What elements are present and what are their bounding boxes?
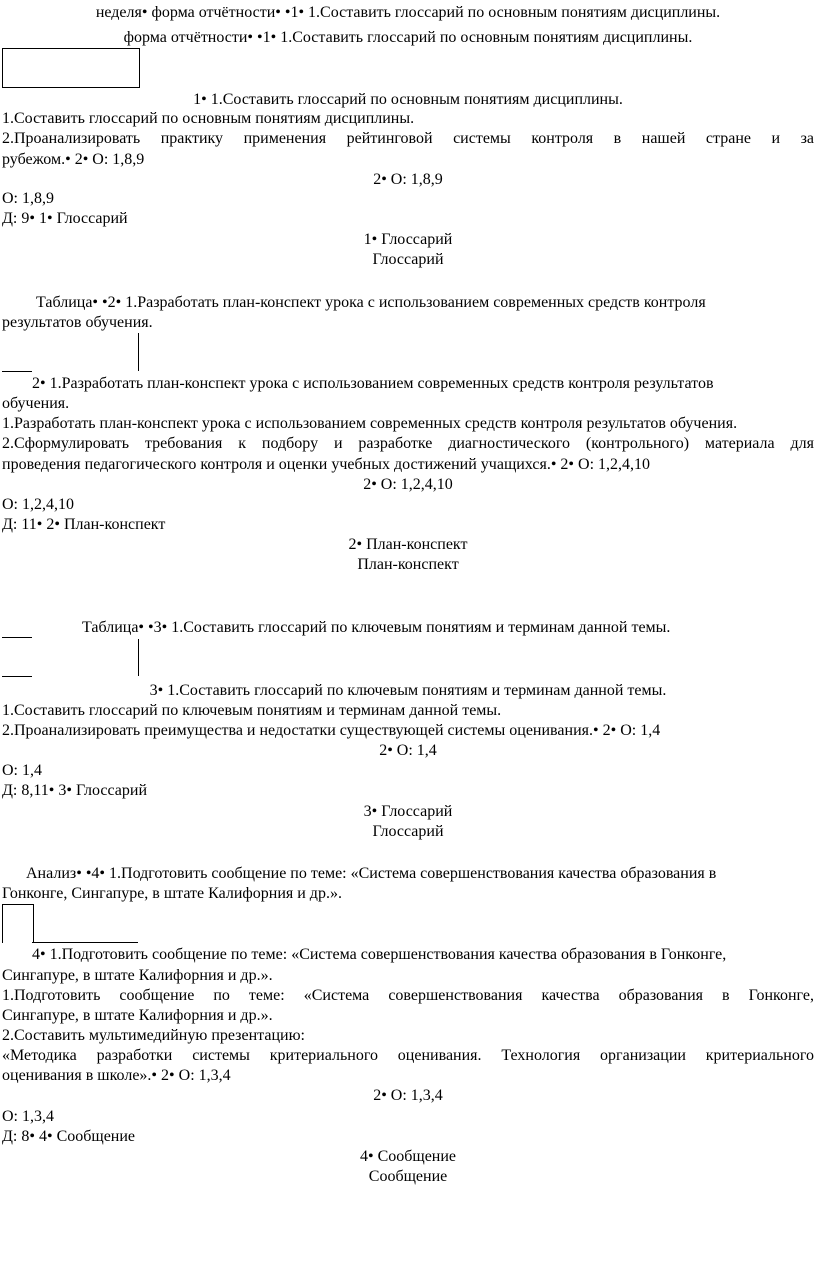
table-border — [138, 639, 139, 676]
text-line: обучения. — [2, 395, 70, 412]
section-heading: 1• Глоссарий — [363, 231, 453, 248]
text-line: 2• О: 1,4 — [379, 742, 437, 759]
text-line: 2• О: 1,2,4,10 — [363, 476, 453, 493]
text-line: О: 1,2,4,10 — [2, 496, 74, 513]
text-line: 1• 1.Составить глоссарий по основным понятиям дисциплины. — [193, 91, 623, 108]
section-heading: 3• Глоссарий — [363, 803, 453, 820]
table-border — [2, 371, 32, 372]
text-line: 3• 1.Составить глоссарий по ключевым понятиям и терминам данной темы. — [149, 682, 667, 699]
text-line: О: 1,4 — [2, 762, 42, 779]
text-line: Сингапуре, в штате Калифорния и др.». — [2, 967, 273, 984]
text-line: 2.Проанализировать практику применения рейтинговой системы контроля в нашей стране и за — [2, 130, 814, 147]
table-cell-empty — [2, 48, 140, 88]
section-heading: 4• Сообщение — [359, 1148, 457, 1165]
text-line: «Методика разработки системы критериального оценивания. Технология организации критериального — [2, 1047, 814, 1064]
section-heading: Глоссарий — [372, 823, 444, 840]
table-cell-empty — [2, 904, 34, 943]
text-line: Д: 9• 1• Глоссарий — [2, 210, 128, 227]
section-heading: Глоссарий — [372, 251, 444, 268]
text-line: 1.Составить глоссарий по ключевым понятиям и терминам данной темы. — [2, 702, 502, 719]
text-line: Таблица• •2• 1.Разработать план-конспект урока с использованием современных средств контроля — [36, 294, 706, 311]
text-line: Д: 8,11• 3• Глоссарий — [2, 782, 148, 799]
table-border — [2, 676, 32, 677]
text-line: рубежом.• 2• О: 1,8,9 — [2, 151, 145, 168]
text-line: О: 1,3,4 — [2, 1108, 54, 1125]
text-line: 2• 1.Разработать план-конспект урока с использованием современных средств контроля результатов — [32, 375, 714, 392]
text-line: Д: 8• 4• Сообщение — [2, 1128, 136, 1145]
table-border — [138, 333, 139, 371]
text-line: результатов обучения. — [2, 314, 153, 331]
text-line: Таблица• •3• 1.Составить глоссарий по ключевым понятиям и терминам данной темы. — [82, 619, 671, 636]
text-line: 1.Составить глоссарий по основным понятиям дисциплины. — [2, 110, 415, 127]
section-heading: 2• План-конспект — [348, 536, 468, 553]
section-heading: План-конспект — [357, 556, 459, 573]
text-line: Д: 11• 2• План-конспект — [2, 516, 166, 533]
text-line: оценивания в школе».• 2• О: 1,3,4 — [2, 1067, 231, 1084]
text-line: 2• О: 1,3,4 — [373, 1087, 443, 1104]
text-line: 1.Разработать план-конспект урока с использованием современных средств контроля результатов обучения. — [2, 415, 738, 432]
table-border — [32, 942, 138, 943]
text-line: 4• 1.Подготовить сообщение по теме: «Система совершенствования качества образования в Гонконге, — [32, 946, 727, 963]
section-heading: Сообщение — [368, 1168, 448, 1185]
text-line: 2• О: 1,8,9 — [373, 171, 443, 188]
text-line: 2.Проанализировать преимущества и недостатки существующей системы оценивания.• 2• О: 1,4 — [2, 722, 661, 739]
text-line: Гонконге, Сингапуре, в штате Калифорния и др.». — [2, 885, 342, 902]
table-border — [2, 637, 32, 638]
text-line: Сингапуре, в штате Калифорния и др.». — [2, 1007, 273, 1024]
text-line: проведения педагогического контроля и оценки учебных достижений учащихся.• 2• О: 1,2,4,10 — [2, 456, 651, 473]
text-line: 2.Сформулировать требования к подбору и разработке диагностического (контрольного) материала для — [2, 435, 814, 452]
text-line: Анализ• •4• 1.Подготовить сообщение по теме: «Система совершенствования качества образования в — [26, 865, 717, 882]
text-line: 2.Составить мультимедийную презентацию: — [2, 1027, 305, 1044]
text-line: неделя• форма отчётности• •1• 1.Составить глоссарий по основным понятиям дисциплины. — [95, 4, 721, 21]
text-line: О: 1,8,9 — [2, 190, 54, 207]
text-line: форма отчётности• •1• 1.Составить глоссарий по основным понятиям дисциплины. — [123, 29, 693, 46]
text-line: 1.Подготовить сообщение по теме: «Система совершенствования качества образования в Гонконге, — [2, 987, 814, 1004]
